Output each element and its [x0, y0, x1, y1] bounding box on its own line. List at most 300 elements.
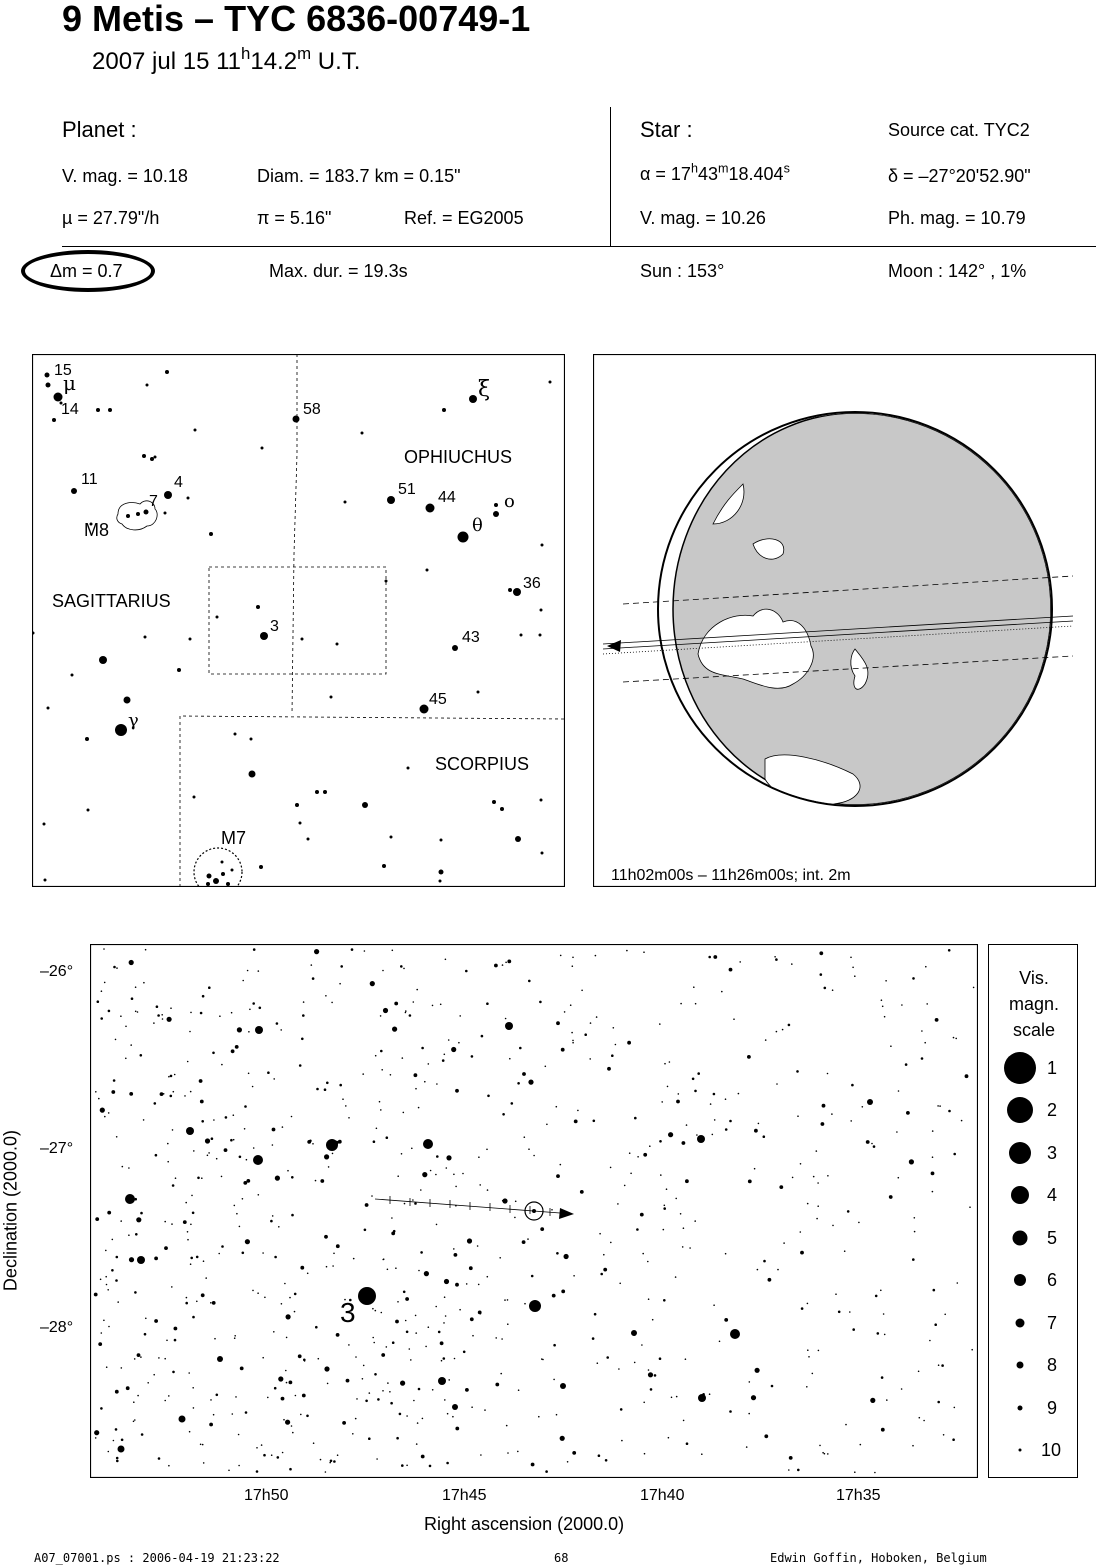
field-star — [607, 1067, 611, 1071]
field-star — [724, 1318, 728, 1322]
field-star — [524, 1136, 526, 1138]
ra-tick-17h40: 17h40 — [640, 1487, 685, 1504]
field-star — [394, 1002, 398, 1006]
field-star — [531, 1275, 534, 1278]
field-star — [379, 1101, 381, 1103]
label-51: 51 — [398, 481, 416, 498]
field-star — [941, 1364, 944, 1367]
field-star — [340, 965, 343, 968]
field-star — [500, 1373, 502, 1375]
field-star — [764, 1434, 768, 1438]
field-star — [663, 1207, 666, 1210]
field-star — [98, 1098, 100, 1100]
field-star — [791, 963, 793, 965]
field-star — [300, 1266, 304, 1270]
event-minutes: 14.2 — [250, 48, 298, 75]
field-star — [403, 1291, 406, 1294]
field-star — [556, 1021, 560, 1025]
field-star — [479, 1184, 481, 1186]
field-star — [166, 1340, 168, 1342]
field-star — [539, 1001, 542, 1004]
field-star — [754, 1129, 758, 1133]
field-star — [144, 1333, 147, 1336]
field-star — [101, 990, 103, 992]
field-star — [240, 1367, 244, 1371]
field-star — [192, 1387, 194, 1389]
field-star — [440, 1341, 444, 1345]
field-star — [676, 1396, 678, 1398]
field-star — [584, 1033, 587, 1036]
field-star — [115, 1039, 117, 1041]
field-star — [230, 1139, 233, 1142]
field-star — [309, 1140, 312, 1143]
field-star — [153, 1374, 155, 1376]
field-star — [643, 951, 645, 953]
field-star — [252, 1002, 255, 1005]
field-star — [403, 1112, 405, 1114]
field-star — [386, 1346, 388, 1348]
field-star — [912, 977, 915, 980]
field-star — [797, 1469, 800, 1472]
field-star — [524, 1303, 526, 1305]
field-star — [533, 1155, 535, 1157]
field-star — [455, 1186, 457, 1188]
field-star — [444, 1054, 446, 1056]
scale-mag-10: 10 — [1041, 1440, 1062, 1460]
field-star — [115, 1390, 119, 1394]
field-star — [448, 1379, 450, 1381]
label-11: 11 — [81, 471, 98, 488]
field-star — [416, 1443, 418, 1445]
field-star — [881, 999, 883, 1001]
field-star — [113, 966, 116, 969]
field-star — [943, 1434, 945, 1436]
label-45: 45 — [429, 691, 447, 708]
scale-mag-8: 8 — [1047, 1355, 1058, 1375]
field-star — [819, 1445, 821, 1447]
field-star — [337, 1454, 339, 1456]
field-star — [168, 1395, 170, 1397]
field-star — [161, 1014, 163, 1016]
field-star — [270, 1220, 273, 1223]
field-star — [170, 1007, 172, 1009]
field-star — [128, 1167, 130, 1169]
field-star — [164, 1358, 166, 1360]
field-star — [158, 1457, 161, 1460]
field-star — [94, 1293, 98, 1297]
field-star — [436, 1224, 438, 1226]
scale-mag-4: 4 — [1047, 1185, 1058, 1205]
field-star — [332, 1153, 334, 1155]
field-star — [211, 1137, 214, 1140]
field-star — [637, 1156, 639, 1158]
field-star — [714, 1119, 716, 1121]
field-star — [957, 1282, 959, 1284]
field-star — [264, 1297, 266, 1299]
field-star — [406, 1415, 408, 1417]
field-star — [446, 1462, 449, 1465]
field-star — [133, 1401, 135, 1403]
minute-unit: m — [297, 43, 312, 63]
field-star — [192, 1212, 195, 1215]
field-star — [397, 1175, 399, 1177]
field-star — [368, 1437, 371, 1440]
field-star — [424, 1081, 426, 1083]
field-star — [827, 1175, 829, 1177]
field-star — [652, 1319, 654, 1321]
field-star — [817, 1205, 819, 1207]
field-star — [519, 1047, 522, 1050]
field-star — [115, 1279, 118, 1282]
field-star — [400, 965, 403, 968]
field-star — [884, 1334, 886, 1336]
field-star — [130, 1044, 132, 1046]
star-phmag: Ph. mag. = 10.79 — [888, 208, 1026, 228]
field-star — [363, 1365, 365, 1367]
field-star — [556, 1252, 559, 1255]
field-star — [463, 1351, 466, 1354]
field-star — [281, 1303, 283, 1305]
field-star — [107, 1211, 111, 1215]
field-star — [218, 1253, 220, 1255]
field-star — [242, 1252, 245, 1255]
label-14: 14 — [61, 401, 79, 418]
field-star — [208, 986, 211, 989]
field-star — [162, 1018, 164, 1020]
field-star — [850, 1120, 852, 1122]
field-star — [386, 1136, 389, 1139]
field-star — [747, 1055, 751, 1059]
field-star — [174, 1327, 178, 1331]
field-star — [356, 1398, 358, 1400]
field-star — [538, 1416, 540, 1418]
constellation-scorpius: SCORPIUS — [435, 754, 530, 774]
field-star — [487, 1189, 489, 1191]
field-star — [511, 1102, 514, 1105]
field-star — [212, 1301, 216, 1305]
field-star — [561, 1048, 565, 1052]
alpha-h-unit: h — [690, 161, 698, 176]
field-star — [300, 1414, 302, 1416]
field-star — [683, 1227, 685, 1229]
field-star — [763, 1260, 766, 1263]
field-star — [860, 1444, 862, 1446]
field-star — [436, 1155, 439, 1158]
field-star — [822, 1452, 824, 1454]
field-star — [650, 1388, 653, 1391]
field-star — [643, 1402, 645, 1404]
field-star — [336, 1244, 340, 1248]
field-star — [771, 1385, 774, 1388]
field-star — [104, 1116, 106, 1118]
field-star — [572, 1042, 574, 1044]
field-star — [200, 1100, 204, 1104]
label-mu: μ — [63, 371, 76, 395]
field-star — [901, 1388, 903, 1390]
field-star — [415, 1315, 417, 1317]
field-star — [854, 975, 856, 977]
field-star — [117, 1301, 119, 1303]
field-star — [406, 1465, 408, 1467]
field-star — [158, 1357, 160, 1359]
field-star — [965, 1074, 969, 1078]
field-star — [134, 1419, 136, 1421]
field-star — [553, 1344, 556, 1347]
field-star — [95, 1091, 97, 1093]
field-star — [571, 1032, 573, 1034]
field-star — [284, 1283, 286, 1285]
field-star — [411, 1148, 413, 1150]
field-star — [469, 1266, 473, 1270]
field-star — [932, 1156, 934, 1158]
scale-mag-6: 6 — [1047, 1270, 1058, 1290]
field-star — [336, 1333, 340, 1337]
field-star — [905, 1063, 908, 1066]
alpha-seconds: 18.404 — [728, 164, 784, 184]
field-star — [175, 1177, 177, 1179]
field-star — [629, 1152, 631, 1154]
field-star — [95, 1217, 99, 1221]
field-star — [692, 1078, 695, 1081]
sun-elongation: Sun : 153° — [640, 261, 725, 281]
field-star — [522, 1240, 526, 1244]
field-star — [472, 1335, 474, 1337]
field-star — [971, 1349, 973, 1351]
field-star — [299, 1064, 302, 1067]
field-star — [289, 1297, 291, 1299]
dec-tick-26: –26° — [40, 963, 74, 980]
field-star — [551, 1209, 553, 1211]
field-star — [553, 1379, 555, 1381]
field-star — [455, 1427, 459, 1431]
star-source: Source cat. TYC2 — [888, 120, 1030, 140]
field-star — [507, 1323, 509, 1325]
field-star — [912, 1258, 915, 1261]
field-star — [381, 1069, 383, 1071]
field-star — [351, 948, 354, 951]
field-star — [515, 1201, 517, 1203]
field-star — [443, 1357, 446, 1360]
field-star — [259, 1007, 262, 1010]
field-star — [167, 1017, 172, 1022]
field-star — [156, 1005, 159, 1008]
field-star — [453, 1248, 455, 1250]
field-star — [267, 1071, 270, 1074]
field-star — [277, 1456, 280, 1459]
field-star — [396, 1437, 399, 1440]
field-star — [171, 1223, 173, 1225]
field-star — [664, 1063, 666, 1065]
info-rule — [62, 246, 1096, 247]
field-star — [969, 1206, 971, 1208]
field-star — [116, 1460, 119, 1463]
field-star — [788, 1469, 790, 1471]
field-star — [561, 1290, 565, 1294]
field-star — [172, 1184, 175, 1187]
field-star — [143, 1119, 145, 1121]
field-star — [282, 1126, 284, 1128]
field-star — [155, 1154, 158, 1157]
field-star — [527, 1238, 529, 1240]
field-star — [94, 1430, 99, 1435]
field-star — [272, 1128, 276, 1132]
field-star — [104, 982, 106, 984]
field-star — [931, 1172, 935, 1176]
field-star — [326, 1082, 329, 1085]
field-star — [763, 1135, 766, 1138]
field-star — [452, 1416, 454, 1418]
field-star — [164, 1246, 168, 1250]
field-star — [326, 1266, 328, 1268]
field-star — [816, 1218, 818, 1220]
field-star — [921, 1057, 924, 1060]
field-star — [954, 1407, 956, 1409]
field-star — [390, 1402, 393, 1405]
field-star — [499, 1257, 501, 1259]
field-star — [696, 1134, 698, 1136]
field-star — [352, 1433, 354, 1435]
field-star — [862, 1106, 864, 1108]
field-star — [436, 1083, 438, 1085]
field-star — [302, 1014, 305, 1017]
field-star — [183, 1220, 187, 1224]
field-star — [125, 1026, 127, 1028]
field-star — [545, 1066, 547, 1068]
field-star — [289, 1381, 293, 1385]
field-star — [880, 1290, 882, 1292]
field-star — [889, 1195, 893, 1199]
field-star — [779, 1185, 783, 1189]
field-star — [221, 1245, 224, 1248]
field-star — [234, 1335, 236, 1337]
field-star — [505, 962, 507, 964]
field-star — [252, 1290, 254, 1292]
field-star — [454, 1358, 456, 1360]
field-star — [467, 1238, 472, 1243]
field-star — [105, 1276, 107, 1278]
field-star — [332, 1265, 334, 1267]
field-star — [262, 1357, 264, 1359]
field-star — [455, 1283, 459, 1287]
field-star — [291, 1214, 294, 1217]
field-star — [572, 957, 574, 959]
field-star — [937, 1105, 939, 1107]
field-star — [324, 1235, 328, 1239]
field-star — [243, 1181, 247, 1185]
field-star — [620, 1408, 623, 1411]
field-star — [668, 1132, 673, 1137]
field-star — [415, 1088, 417, 1090]
field-star — [418, 1388, 421, 1391]
field-star — [610, 1242, 612, 1244]
field-star — [636, 1228, 639, 1231]
field-star — [610, 1167, 612, 1169]
field-star — [528, 1080, 533, 1085]
field-star — [671, 1397, 673, 1399]
field-star — [440, 1004, 442, 1006]
field-star — [932, 1130, 934, 1132]
field-star — [362, 1073, 364, 1075]
field-star — [851, 1084, 854, 1087]
scale-mag-2: 2 — [1047, 1100, 1058, 1120]
field-star — [675, 1276, 677, 1278]
field-star — [246, 1159, 248, 1161]
field-star — [914, 1231, 916, 1233]
field-star — [597, 1362, 599, 1364]
planet-diam: Diam. = 183.7 km = 0.15" — [257, 166, 461, 186]
field-star — [134, 1358, 136, 1360]
field-star — [812, 1373, 814, 1375]
field-star — [898, 1177, 900, 1179]
field-star — [247, 970, 249, 972]
field-star — [100, 1279, 102, 1281]
field-star — [406, 1331, 409, 1334]
field-star — [560, 955, 562, 957]
field-star — [649, 1145, 651, 1147]
field-star — [912, 1445, 914, 1447]
field-star — [686, 1124, 688, 1126]
field-star — [415, 1332, 417, 1334]
field-star — [154, 1257, 158, 1261]
field-star — [404, 1203, 406, 1205]
field-star — [209, 1423, 213, 1427]
field-star — [932, 1191, 934, 1193]
field-star — [238, 1465, 240, 1467]
field-star — [725, 1098, 727, 1100]
field-star — [685, 1179, 689, 1183]
field-star — [654, 1374, 657, 1377]
field-star — [237, 1027, 242, 1032]
field-star — [391, 1217, 393, 1219]
field-star — [589, 1058, 591, 1060]
field-star — [939, 1105, 941, 1107]
field-star — [275, 1176, 280, 1181]
field-star — [285, 1420, 290, 1425]
field-star — [120, 1220, 122, 1222]
field-star — [507, 960, 511, 964]
field-star — [273, 1331, 275, 1333]
field-star — [113, 1440, 115, 1442]
scale-mag-9: 9 — [1047, 1398, 1058, 1418]
field-star — [871, 1143, 873, 1145]
field-star — [108, 1451, 110, 1453]
field-star — [719, 1341, 721, 1343]
field-star — [663, 1229, 665, 1231]
field-star — [410, 1359, 412, 1361]
field-star — [619, 1283, 621, 1285]
field-star — [213, 1414, 215, 1416]
field-star — [675, 1198, 677, 1200]
target-star — [532, 1209, 536, 1213]
field-star — [239, 1156, 242, 1159]
field-star — [342, 1098, 344, 1100]
delta-mag: Δm = 0.7 — [50, 261, 123, 281]
field-star — [364, 950, 366, 952]
field-star — [808, 1356, 810, 1358]
field-star — [801, 1307, 804, 1310]
field-star — [827, 1073, 829, 1075]
field-star — [168, 1465, 170, 1467]
field-star — [103, 1320, 105, 1322]
field-star — [403, 968, 405, 970]
field-star — [128, 1234, 130, 1236]
field-star — [813, 1176, 815, 1178]
field-star — [659, 1357, 662, 1360]
field-star — [320, 1179, 324, 1183]
field-star — [228, 1470, 230, 1472]
field-star — [642, 1253, 644, 1255]
field-star — [395, 1320, 399, 1324]
